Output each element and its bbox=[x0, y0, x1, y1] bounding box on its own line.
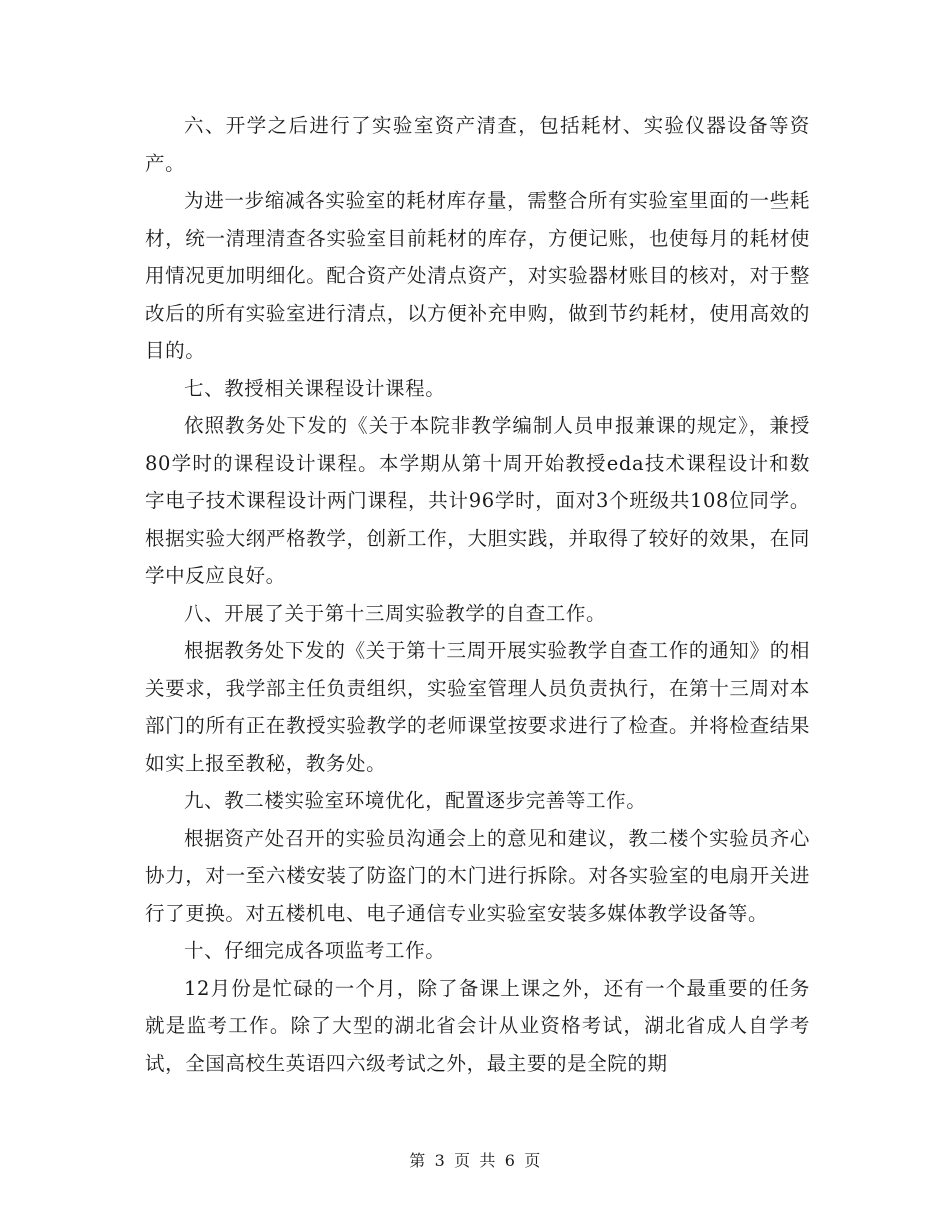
paragraph: 依照教务处下发的《关于本院非教学编制人员申报兼课的规定》，兼授80学时的课程设计课程。本学期从第十周开始教授eda技术课程设计和数字电子技术课程设计两门课程，共计96学时，面对3个班级共108位同学。根据实验大纲严格教学，创新工作，大胆实践，并取得了较好的效果，在同学中反应良好。 bbox=[145, 414, 810, 587]
section-heading-6: 六、开学之后进行了实验室资产清查，包括耗材、实验仪器设备等资产。 bbox=[145, 114, 810, 175]
section-heading-8: 八、开展了关于第十三周实验教学的自查工作。 bbox=[184, 601, 607, 625]
footer-total-prefix: 共 bbox=[479, 1151, 496, 1170]
section-heading-7: 七、教授相关课程设计课程。 bbox=[184, 376, 446, 400]
section-heading-9: 九、教二楼实验室环境优化，配置逐步完善等工作。 bbox=[184, 789, 647, 812]
total-page-number: 6 bbox=[504, 1151, 516, 1170]
footer-suffix: 页 bbox=[524, 1151, 541, 1170]
paragraph: 根据教务处下发的《关于第十三周开展实验教学自查工作的通知》的相关要求，我学部主任负责组织，实验室管理人员负责执行，在第十三周对本部门的所有正在教授实验教学的老师课堂按要求进行了检查。并将检查结果如实上报至教秘，教务处。 bbox=[145, 639, 810, 775]
footer-page-word: 页 bbox=[454, 1151, 471, 1170]
current-page-number: 3 bbox=[434, 1151, 446, 1170]
paragraph: 根据资产处召开的实验员沟通会上的意见和建议，教二楼个实验员齐心协力，对一至六楼安装了防盗门的木门进行拆除。对各实验室的电扇开关进行了更换。对五楼机电、电子通信专业实验室安装多媒体教学设备等。 bbox=[145, 826, 810, 925]
page-footer bbox=[0, 1148, 950, 1171]
footer-prefix: 第 bbox=[409, 1151, 426, 1170]
body-text bbox=[145, 107, 810, 1082]
paragraph: 12月份是忙碌的一个月，除了备课上课之外，还有一个最重要的任务就是监考工作。除了大型的湖北省会计从业资格考试，湖北省成人自学考试，全国高校生英语四六级考试之外，最主要的是全院的期 bbox=[145, 976, 810, 1075]
paragraph: 为进一步缩减各实验室的耗材库存量，需整合所有实验室里面的一些耗材，统一清理清查各实验室目前耗材的库存，方便记账，也使每月的耗材使用情况更加明细化。配合资产处清点资产，对实验器材账目的核对，对于整改后的所有实验室进行清点，以方便补充申购，做到节约耗材，使用高效的目的。 bbox=[145, 189, 810, 362]
section-heading-10: 十、仔细完成各项监考工作。 bbox=[184, 939, 446, 962]
